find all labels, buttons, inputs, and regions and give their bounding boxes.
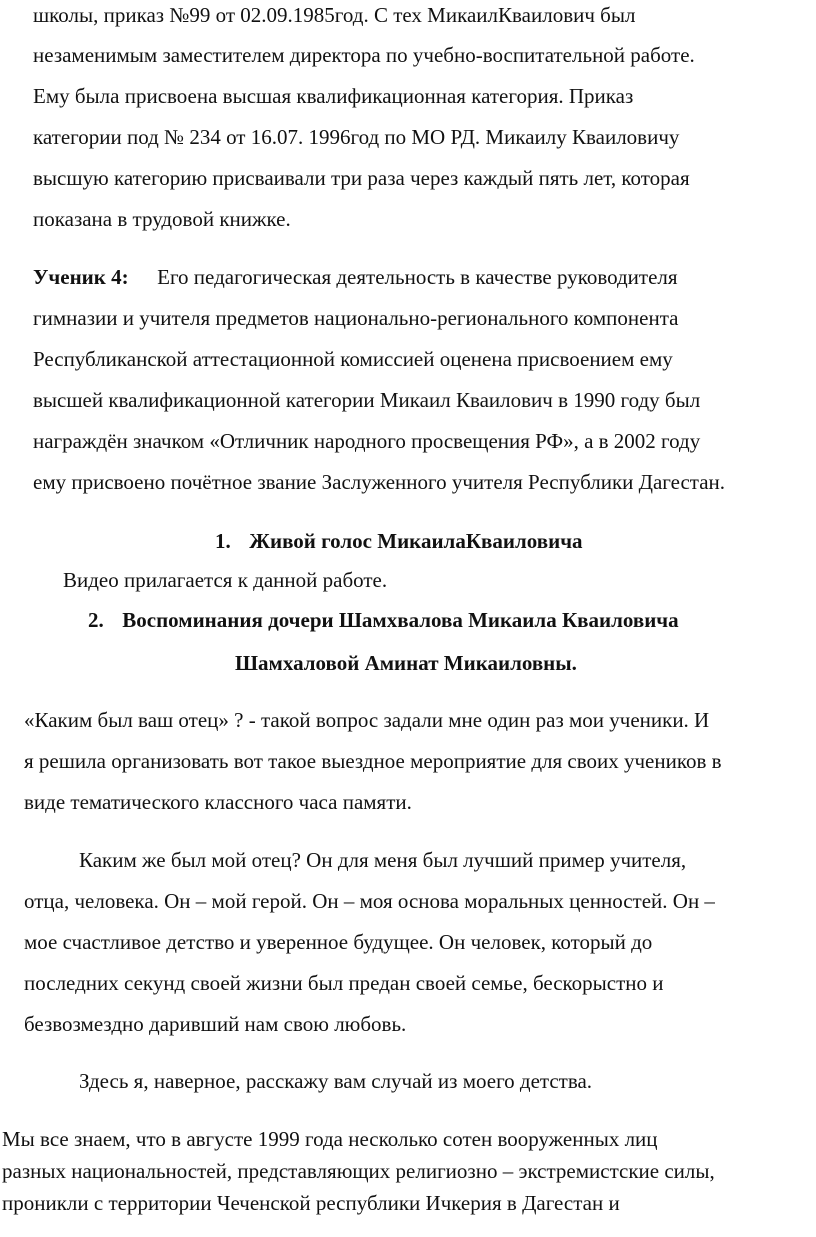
text-line: гимназии и учителя предметов национально-регионального компонента bbox=[33, 306, 679, 330]
text-line: показана в трудовой книжке. bbox=[33, 207, 291, 231]
heading-number: 2. bbox=[88, 608, 104, 632]
text-line: высшую категорию присваивали три раза через каждый пять лет, которая bbox=[33, 166, 690, 190]
text-line: отца, человека. Он – мой герой. Он – моя основа моральных ценностей. Он – bbox=[24, 889, 715, 913]
text-line bbox=[33, 264, 678, 290]
text-line: безвозмездно даривший нам свою любовь. bbox=[24, 1012, 407, 1036]
video-note: Видео прилагается к данной работе. bbox=[63, 568, 388, 592]
paragraph-childhood: Здесь я, наверное, расскажу вам случай из моего детства. bbox=[79, 1069, 593, 1093]
text-line: последних секунд своей жизни был предан своей семье, бескорыстно и bbox=[24, 971, 664, 995]
section-heading bbox=[88, 607, 679, 633]
text-line: Республиканской аттестационной комиссией оценена присвоением ему bbox=[33, 347, 673, 371]
text-line: виде тематического классного часа памяти. bbox=[24, 790, 412, 814]
text-line: «Каким был ваш отец» ? - такой вопрос задали мне один раз мои ученики. И bbox=[24, 708, 710, 732]
text-line: Каким же был мой отец? Он для меня был лучший пример учителя, bbox=[79, 848, 687, 872]
speaker-label: Ученик 4: bbox=[33, 265, 129, 289]
heading-text-continued: Шамхаловой Аминат Микаиловны. bbox=[235, 651, 577, 675]
text-line: разных национальностей, представляющих религиозно – экстремистские силы, bbox=[2, 1159, 715, 1183]
text-line: награждён значком «Отличник народного просвещения РФ», а в 2002 году bbox=[33, 429, 701, 453]
text-line: ему присвоено почётное звание Заслуженного учителя Республики Дагестан. bbox=[33, 470, 726, 494]
heading-number: 1. bbox=[215, 529, 231, 553]
heading-text: Живой голос МикаилаКваиловича bbox=[249, 529, 583, 553]
text-line: Ему была присвоена высшая квалификационная категория. Приказ bbox=[33, 84, 634, 108]
text-line: Мы все знаем, что в августе 1999 года несколько сотен вооруженных лиц bbox=[2, 1127, 658, 1151]
text-line: я решила организовать вот такое выездное мероприятие для своих учеников в bbox=[24, 749, 722, 773]
text-line: мое счастливое детство и уверенное будущее. Он человек, который до bbox=[24, 930, 653, 954]
speaker-text: Его педагогическая деятельность в качестве руководителя bbox=[157, 265, 678, 289]
text-line: незаменимым заместителем директора по учебно-воспитательной работе. bbox=[33, 43, 695, 67]
text-line: проникли с территории Чеченской республики Ичкерия в Дагестан и bbox=[2, 1191, 620, 1215]
text-line: высшей квалификационной категории Микаил Кваилович в 1990 году был bbox=[33, 388, 701, 412]
section-heading bbox=[215, 528, 583, 554]
text-line: категории под № 234 от 16.07. 1996год по МО РД. Микаилу Кваиловичу bbox=[33, 125, 680, 149]
text-line: школы, приказ №99 от 02.09.1985год. С тех МикаилКваилович был bbox=[33, 3, 636, 27]
heading-text: Воспоминания дочери Шамхвалова Микаила Кваиловича bbox=[122, 608, 679, 632]
